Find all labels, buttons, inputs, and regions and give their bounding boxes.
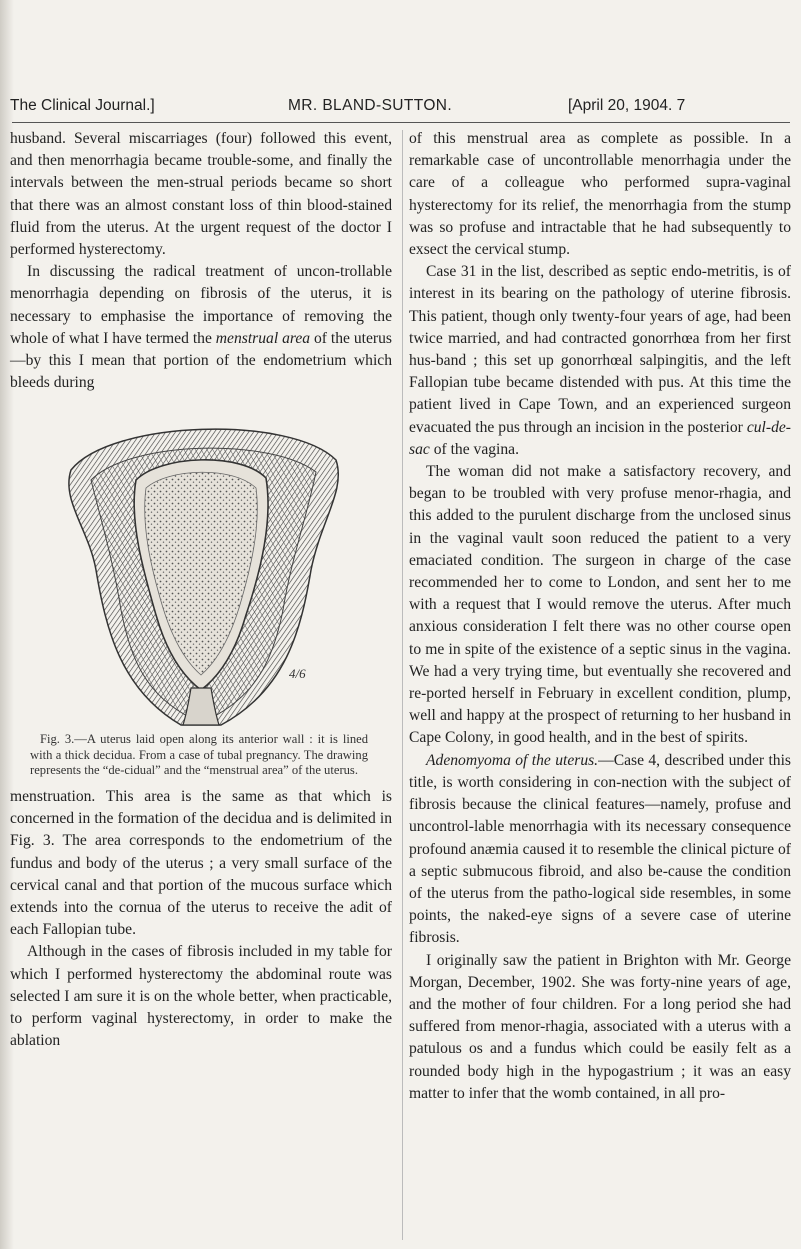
paragraph: menstruation. This area is the same as that which is concerned in the formation of the decidua and is delimited in Fig. 3. The area corresponds to the endometrium of the fundus and body of the uterus ; a very small surface of the cervical canal and that portion of the mucous surface which extends into the cornua of the uterus to receive the adit of each Fallopian tube. — [10, 788, 392, 939]
italic-term: menstrual area — [215, 329, 311, 347]
right-column — [409, 128, 791, 1105]
column-divider — [402, 130, 403, 1240]
paragraph: In discussing the radical treatment of uncon-trollable menorrhagia depending on fibrosis of the uterus, it is necessary to emphasise the importance of removing the whole of what I have termed the menstrual area of the uterus—by this I mean that portion of the endometrium which bleeds during — [10, 263, 392, 392]
journal-name: The Clinical Journal.] — [10, 97, 155, 114]
engraver-mark: 4/6 — [289, 666, 306, 682]
paragraph: The woman did not make a satisfactory recovery, and began to be troubled with very profuse menor-rhagia, and this added to the purulent discharge from the unclosed sinus in the vaginal vault soon reduced the patient to a very emaciated condition. The surgeon in charge of the case recommended her to come to London, and sent her to me with a request that I would remove the uterus. After much anxious consideration I felt there was no other course open to me in spite of the existence of a septic sinus in the vagina. We had a very trying time, but eventually she recovered and re-ported herself in February in excellent condition, plump, well and happy at the prospect of returning to her husband in Cape Colony, in good health, and in the best of spirits. — [409, 463, 791, 747]
paragraph: I originally saw the patient in Brighton with Mr. George Morgan, December, 1902. She was forty-nine years of age, and the mother of four children. For a long period she had suffered from menor-rhagia, associated with a uterus with a patulous os and a fundus which could be easily felt as a rounded body high in the hypogastrium ; it was an easy matter to infer that the womb contained, in all pro- — [409, 951, 791, 1102]
uterus-illustration — [51, 400, 351, 730]
section-title: Adenomyoma of the uterus. — [426, 751, 599, 769]
issue-date-page: [April 20, 1904. 7 — [568, 97, 686, 114]
figure-3 — [10, 400, 392, 778]
header-rule — [12, 122, 790, 123]
paragraph: Although in the cases of fibrosis included in my table for which I performed hysterectomy the abdominal route was selected I am sure it is on the whole better, when practicable, to perform vaginal hysterectomy, in order to make the ablation — [10, 943, 392, 1050]
article-author: MR. BLAND-SUTTON. — [288, 97, 453, 114]
paragraph: Case 31 in the list, described as septic endo-metritis, is of interest in its bearing on the pathology of uterine fibrosis. This patient, though only twenty-four years of age, had been twice married, and had contracted gonorrhœa from her first hus-band ; this set up gonorrhœal salpingitis, and the left Fallopian tube became distended with pus. At this time the patient lived in Cape Town, and an experienced surgeon evacuated the pus through an incision in the posterior cul-de-sac of the vagina. — [409, 263, 791, 458]
italic-term: cul-de-sac — [409, 418, 791, 458]
running-header — [10, 95, 790, 121]
paragraph: of this menstrual area as complete as possible. In a remarkable case of uncontrollable menorrhagia under the care of a colleague who performed supra-vaginal hysterectomy for its relief, the menorrhagia from the stump was so profuse and intractable that he had subsequently to exsect the cervical stump. — [409, 130, 791, 259]
figure-caption: Fig. 3.—A uterus laid open along its anterior wall : it is lined with a thick decidua. From a case of tubal pregnancy. The drawing represents the “de-cidual” and the “menstrual area” of the uterus. — [30, 732, 368, 777]
left-column — [10, 128, 392, 1052]
paragraph: husband. Several miscarriages (four) followed this event, and then menorrhagia became trouble-some, and finally the intervals between the men-strual periods became so short that there was an almost constant loss of thin blood-stained fluid from the uterus. At the urgent request of the doctor I performed hysterectomy. — [10, 130, 392, 259]
paragraph: Adenomyoma of the uterus.—Case 4, described under this title, is worth considering in con-nection with the subject of fibrosis because the clinical features—namely, profuse and uncontrol-lable menorrhagia with its necessary consequence profound anæmia caused it to resemble the clinical picture of a septic submucous fibroid, and also be-cause the condition of the uterus from the patho-logical side resembles, in some points, the naked-eye signs of a severe case of uterine fibrosis. — [409, 751, 792, 947]
